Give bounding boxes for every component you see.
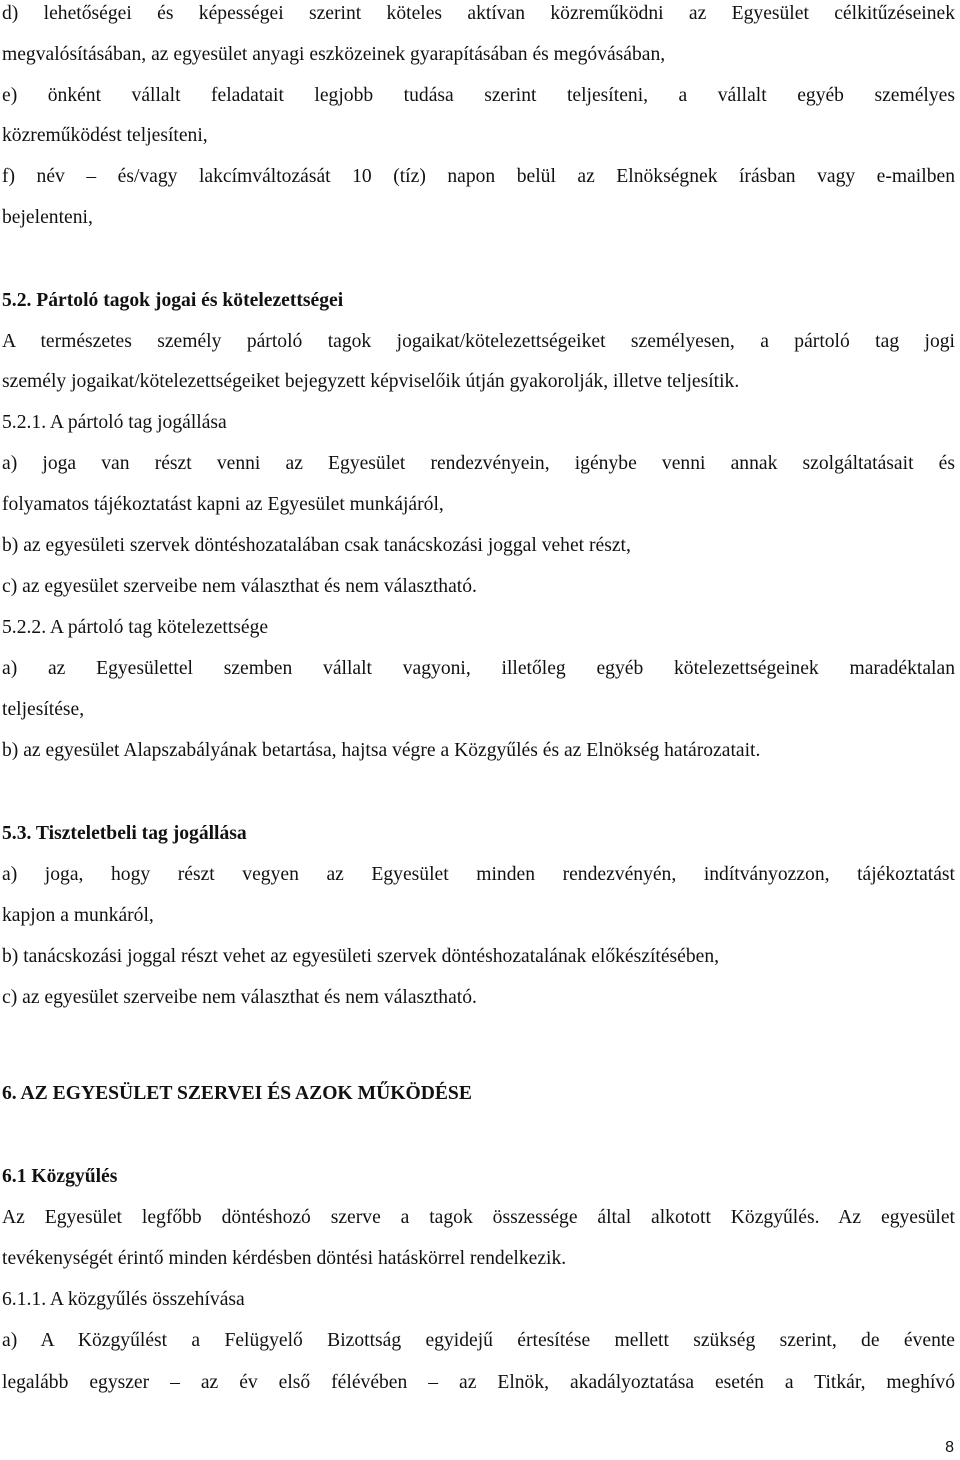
item-d-line-2: megvalósításában, az egyesület anyagi eszközeinek gyarapításában és megóvásában, xyxy=(2,44,666,65)
item-5-3-b: b) tanácskozási joggal részt vehet az egyesületi szervek döntéshozatalának előkészítésében, xyxy=(2,946,720,967)
item-5-2-2-a-line-1: a) az Egyesülettel szemben vállalt vagyoni, illetőleg egyéb kötelezettségeinek maradéktalan xyxy=(2,658,955,679)
item-5-3-c: c) az egyesület szerveibe nem választhat és nem választható. xyxy=(2,987,477,1008)
item-5-2-1-a-line-1: a) joga van részt venni az Egyesület rendezvényein, igénybe venni annak szolgáltatásait és xyxy=(2,453,955,474)
paragraph-6-1-line-2: tevékenységét érintő minden kérdésben döntési hatáskörrel rendelkezik. xyxy=(2,1248,567,1269)
paragraph-5-2-line-2: személy jogaikat/kötelezettségeiket bejegyzett képviselőik útján gyakorolják, illetve teljesítik. xyxy=(2,371,740,392)
item-5-3-a-line-1: a) joga, hogy részt vegyen az Egyesület minden rendezvényén, indítványozzon, tájékoztatást xyxy=(2,864,955,885)
item-5-2-2-a-line-2: teljesítése, xyxy=(2,699,85,720)
item-5-2-1-b: b) az egyesületi szervek döntéshozatalában csak tanácskozási joggal vehet részt, xyxy=(2,535,631,556)
subheading-5-2-1: 5.2.1. A pártoló tag jogállása xyxy=(2,412,227,433)
item-5-3-a-line-2: kapjon a munkáról, xyxy=(2,905,154,926)
item-6-1-1-a-line-2: legalább egyszer – az év első félévében – az Elnök, akadályoztatása esetén a Titkár, meghívó xyxy=(2,1372,955,1393)
item-d-line-1: d) lehetőségei és képességei szerint köteles aktívan közreműködni az Egyesület célkitűzéseinek xyxy=(2,3,955,24)
item-5-2-1-c: c) az egyesület szerveibe nem választhat és nem választható. xyxy=(2,576,477,597)
section-heading-5-3: 5.3. Tiszteletbeli tag jogállása xyxy=(2,823,247,844)
section-heading-6-1: 6.1 Közgyűlés xyxy=(2,1166,118,1187)
chapter-heading-6: 6. AZ EGYESÜLET SZERVEI ÉS AZOK MŰKÖDÉSE xyxy=(2,1083,472,1104)
item-f-line-1: f) név – és/vagy lakcímváltozását 10 (tíz) napon belül az Elnökségnek írásban vagy e-mailben xyxy=(2,166,955,187)
section-heading-5-2: 5.2. Pártoló tagok jogai és kötelezettségei xyxy=(2,290,344,311)
paragraph-6-1-line-1: Az Egyesület legfőbb döntéshozó szerve a tagok összessége által alkotott Közgyűlés. Az egyesület xyxy=(2,1207,955,1228)
item-5-2-1-a-line-2: folyamatos tájékoztatást kapni az Egyesület munkájáról, xyxy=(2,494,444,515)
item-6-1-1-a-line-1: a) A Közgyűlést a Felügyelő Bizottság egyidejű értesítése mellett szükség szerint, de évente xyxy=(2,1330,955,1351)
page-number: 8 xyxy=(945,1439,954,1456)
item-e-line-1: e) önként vállalt feladatait legjobb tudása szerint teljesíteni, a vállalt egyéb személyes xyxy=(2,85,955,106)
paragraph-5-2-line-1: A természetes személy pártoló tagok jogaikat/kötelezettségeiket személyesen, a pártoló tag jogi xyxy=(2,331,955,352)
item-5-2-2-b: b) az egyesület Alapszabályának betartása, hajtsa végre a Közgyűlés és az Elnökség határozatait. xyxy=(2,740,761,761)
item-f-line-2: bejelenteni, xyxy=(2,207,93,228)
subheading-6-1-1: 6.1.1. A közgyűlés összehívása xyxy=(2,1289,245,1310)
item-e-line-2: közreműködést teljesíteni, xyxy=(2,125,208,146)
subheading-5-2-2: 5.2.2. A pártoló tag kötelezettsége xyxy=(2,617,269,638)
